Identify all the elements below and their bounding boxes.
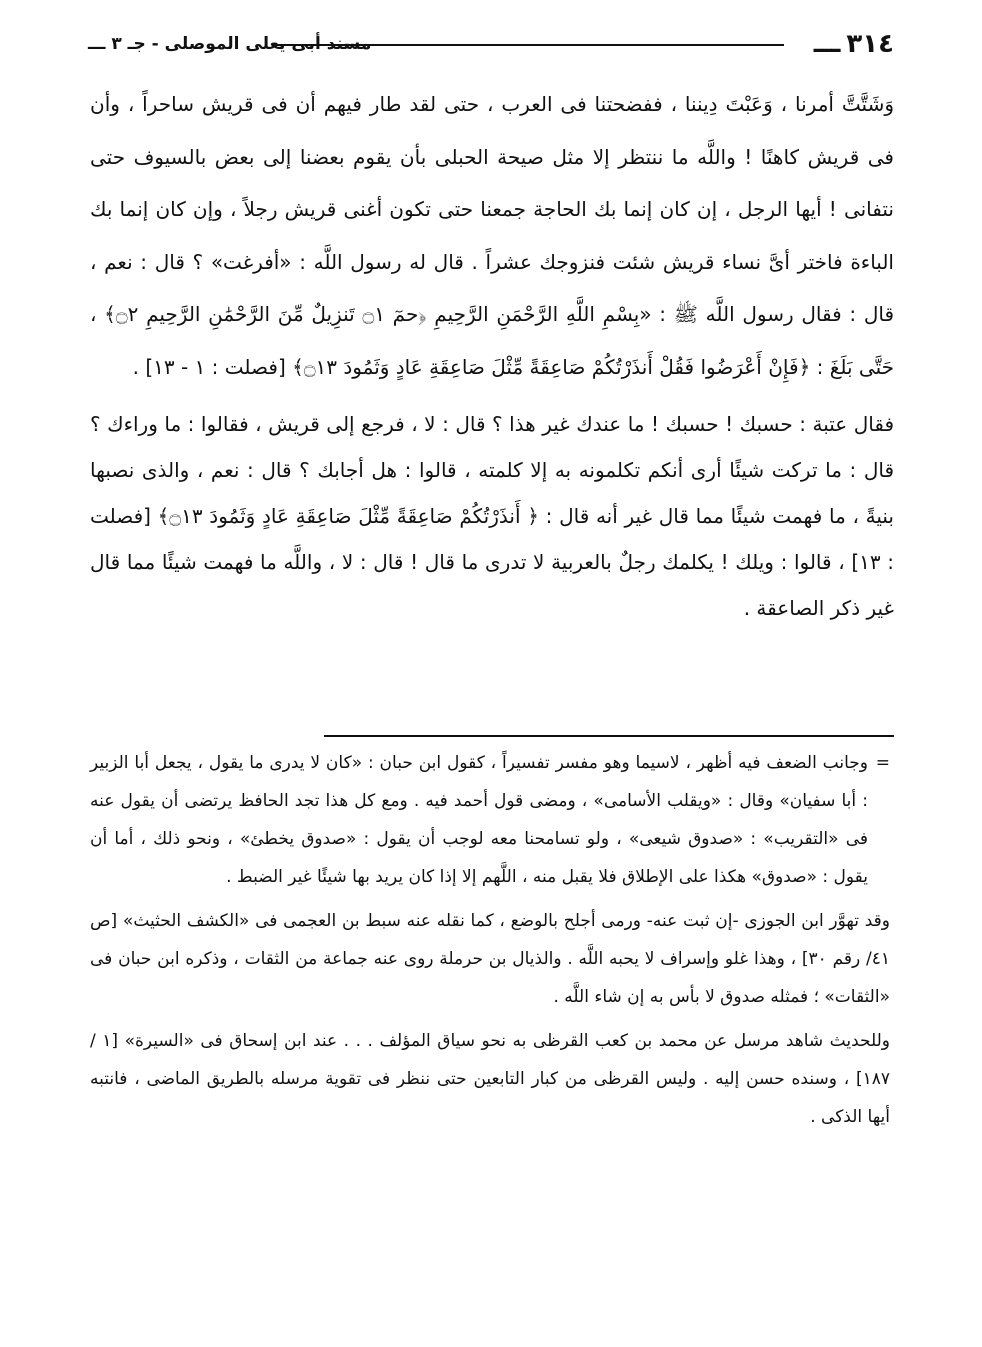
continuation-mark: = <box>875 753 890 773</box>
page-number-dash: ـــ <box>813 29 841 59</box>
page-header <box>88 28 894 60</box>
footnote-paragraph-1-text: وجانب الضعف فيه أظهر ، لاسيما وهو مفسر تفسيراً ، كقول ابن حبان : «كان لا يدرى ما يقول ، يجعل أبا الزبير : أبا سفيان» وقال : «ويقلب الأسامى» ، ومضى قول أحمد فيه . ومع كل هذا تجد الحافظ يرتضى أن يقول عنه فى «التقريب» : «صدوق شيعى» ، ولو تسامحنا معه لوجب أن يقول : «صدوق يخطئ» ، ونحو ذلك ، أما أن يقول : «صدوق» هكذا على الإطلاق فلا يقبل منه ، اللَّهم إلا إذا كان يريد بها شيئًا غير الضبط . <box>90 753 868 887</box>
main-paragraph-1: وَشَتَّتَّ أمرنا ، وَعَبْتَ دِيننا ، ففضحتنا فى العرب ، حتى لقد طار فيهم أن فى قريش ساحراً ، وأن فى قريش كاهنًا ! واللَّه ما ننتظر إلا مثل صيحة الحبلى بأن يقوم بعضنا إلى بعض بالسيوف حتى نتفانى ! أيها الرجل ، إن كان إنما بك الحاجة جمعنا حتى تكون أغنى قريش رجلاً ، وإن كان إنما بك الباءة فاختر أىَّ نساء قريش شئت فنزوجك عشراً . قال له رسول اللَّه : «أفرغت» ؟ قال : نعم ، قال : فقال رسول اللَّه ﷺ : «بِسْمِ اللَّهِ الرَّحْمَنِ الرَّحِيمِ ﴿حمٓ ۝١ تَنزِيلٌ مِّنَ الرَّحْمَٰنِ الرَّحِيمِ ۝٢﴾ ، حَتَّى بَلَغَ : ﴿فَإِنْ أَعْرَضُوا فَقُلْ أَنذَرْتُكُمْ صَاعِقَةً مِّثْلَ صَاعِقَةِ عَادٍ وَثَمُودَ ۝١٣﴾ [فصلت : ١ - ١٣] . <box>90 92 895 379</box>
main-paragraph-2: فقال عتبة : حسبك ! حسبك ! ما عندك غير هذا ؟ قال : لا ، فرجع إلى قريش ، فقالوا : ما وراءك ؟ قال : ما تركت شيئًا أرى أنكم تكلمونه به إلا كلمته ، قالوا : هل أجابك ؟ قال : نعم ، والذى نصبها بنيةً ، ما فهمت شيئًا مما قال غير أنه قال : ﴿ أَنذَرْتُكُمْ صَاعِقَةً مِّثْلَ صَاعِقَةِ عَادٍ وَثَمُودَ ۝١٣﴾ [فصلت : ١٣] ، قالوا : ويلك ! يكلمك رجلٌ بالعربية لا تدرى ما قال ! قال : لا ، واللَّه ما فهمت شيئًا مما قال غير ذكر الصاعقة . <box>90 412 894 620</box>
page-number <box>814 28 894 60</box>
footnotes <box>90 744 890 1142</box>
footnote-paragraph-3: وللحديث شاهد مرسل عن محمد بن كعب القرظى به نحو سياق المؤلف . . . عند ابن إسحاق فى «السيرة» [١ / ١٨٧] ، وسنده حسن إليه . وليس القرظى من كبار التابعين حتى ننظر فى تقوية مرسله بالطريق الماضى ، فانتبه أيها الذكى . <box>90 1031 891 1127</box>
running-title: مسند أبى يعلى الموصلى - جـ ٣ ـــ <box>88 34 372 54</box>
page-number-value: ٣١٤ <box>846 29 894 59</box>
footnote-paragraph-1 <box>90 744 890 896</box>
footnote-paragraph-2: وقد تهوَّر ابن الجوزى -إن ثبت عنه- ورمى أجلح بالوضع ، كما نقله عنه سبط بن العجمى فى «الكشف الحثيث» [ص ٤١/ رقم ٣٠] ، وهذا غلو وإسراف لا يحبه اللَّه . والذيال بن حرملة روى عنه جماعة من الثقات ، وذكره ابن حبان فى «الثقات» ؛ فمثله صدوق لا بأس به إن شاء اللَّه . <box>90 911 891 1007</box>
main-text <box>90 78 894 631</box>
footnote-separator <box>324 735 894 737</box>
